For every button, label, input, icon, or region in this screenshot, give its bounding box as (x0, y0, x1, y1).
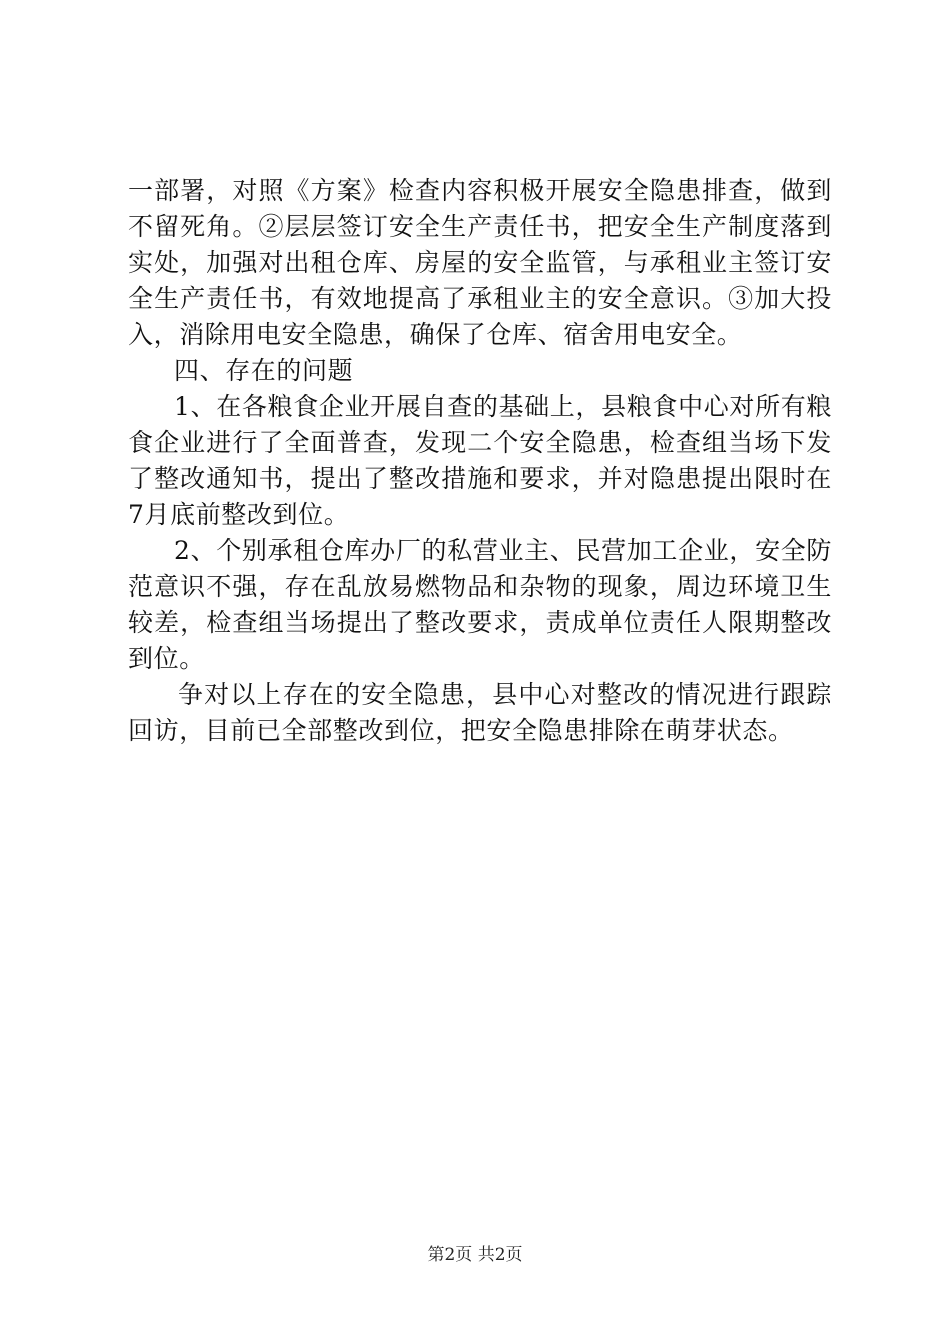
paragraph-issue-2: 2、个别承租仓库办厂的私营业主、民营加工企业，安全防范意识不强，存在乱放易燃物品和杂物的现象，周边环境卫生较差，检查组当场提出了整改要求，责成单位责任人限期整改到位。 (128, 536, 832, 673)
section-heading: 四、存在的问题 (174, 356, 354, 385)
paragraph-conclusion: 争对以上存在的安全隐患，县中心对整改的情况进行跟踪回访，目前已全部整改到位，把安全隐患排除在萌芽状态。 (128, 680, 832, 745)
document-body (128, 173, 832, 749)
paragraph-issue-1: 1、在各粮食企业开展自查的基础上，县粮食中心对所有粮食企业进行了全面普查，发现二个安全隐患，检查组当场下发了整改通知书，提出了整改措施和要求，并对隐患提出限时在7月底前整改到位。 (128, 392, 832, 529)
page-footer: 第2页 共2页 (427, 1245, 523, 1265)
paragraph-continuation: 一部署，对照《方案》检查内容积极开展安全隐患排查，做到不留死角。②层层签订安全生产责任书，把安全生产制度落到实处，加强对出租仓库、房屋的安全监管，与承租业主签订安全生产责任书，有效地提高了承租业主的安全意识。③加大投入，消除用电安全隐患，确保了仓库、宿舍用电安全。 (128, 176, 832, 349)
